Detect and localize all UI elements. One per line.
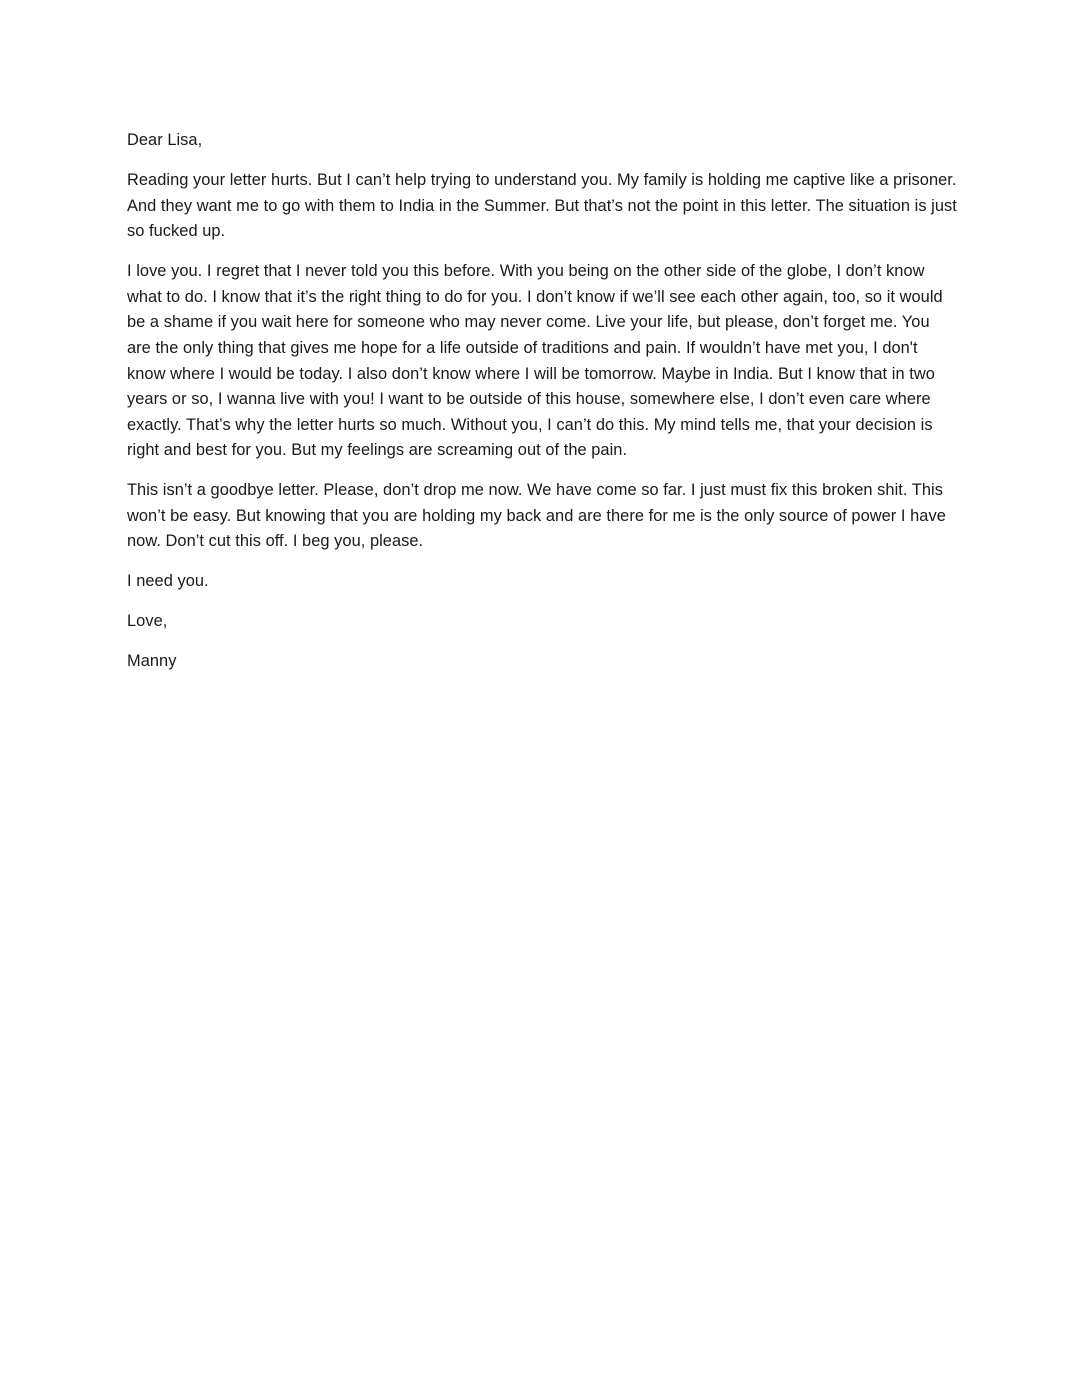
closing-line: I need you. <box>127 572 209 591</box>
salutation: Dear Lisa, <box>127 131 203 149</box>
letter-body <box>127 128 957 689</box>
valediction: Love, <box>127 612 168 631</box>
paragraph-3: This isn’t a goodbye letter. Please, don’t drop me now. We have come so far. I just must fix this broken shit. This won’t be easy. But knowing that you are holding my back and are there for me is the only source of power I have now. Don’t cut this off. I beg you, please. <box>127 481 946 551</box>
paragraph-1: Reading your letter hurts. But I can’t help trying to understand you. My family is holding me captive like a prisoner. And they want me to go with them to India in the Summer. But that’s not the point in this letter. The situation is just so fucked up. <box>127 170 957 241</box>
signature: Manny <box>127 652 177 671</box>
paragraph-2: I love you. I regret that I never told you this before. With you being on the other side of the globe, I don’t know what to do. I know that it’s the right thing to do for you. I don’t know if we’ll see each other again, too, so it would be a shame if you wait here for someone who may never come. Live your life, but please, don’t forget me. You are the only thing that gives me hope for a life outside of traditions and pain. If wouldn’t have met you, I don't know where I would be today. I also don’t know where I will be tomorrow. Maybe in India. But I know that in two years or so, I wanna live with you! I want to be outside of this house, somewhere else, I don’t even care where exactly. That’s why the letter hurts so much. Without you, I can’t do this. My mind tells me, that your decision is right and best for you. But my feelings are screaming out of the pain. <box>127 262 943 460</box>
